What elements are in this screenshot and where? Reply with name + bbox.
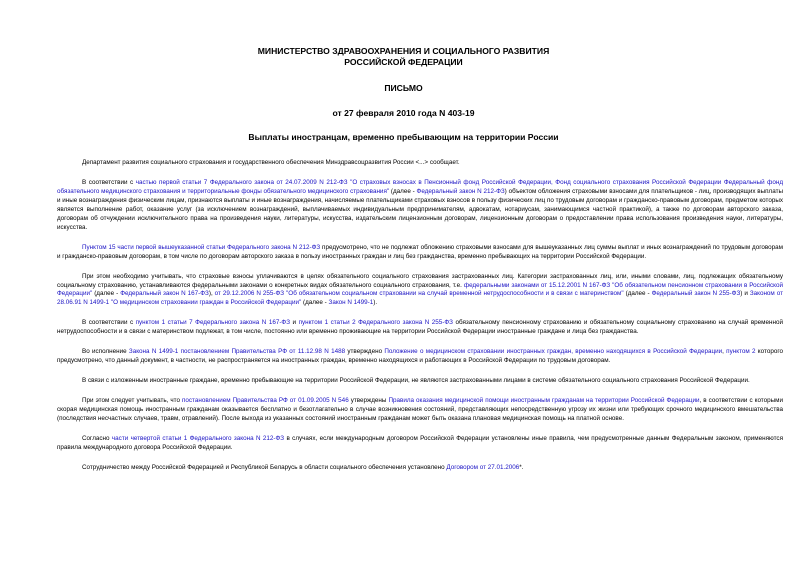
paragraph-text: ) и: [740, 290, 750, 298]
paragraph: [57, 159, 783, 168]
paragraph-text: В соответствии с: [82, 178, 136, 186]
paragraph-text: В связи с изложенным иностранные граждане, временно пребывающие на территории Российской Федерации, не являются застрахованными лицами в системе обязательного социального страхования Российской Федерации.: [82, 377, 750, 385]
document-date: от 27 февраля 2010 года N 403-19: [332, 107, 475, 118]
paragraph: [57, 397, 783, 424]
legal-reference-link[interactable]: постановлением Правительства РФ от 01.09.2005 N 546: [182, 397, 349, 405]
legal-reference-link[interactable]: Федеральный закон N 212-ФЗ: [416, 187, 505, 195]
legal-reference-link[interactable]: Пунктом 15 части первой вышеуказанной статьи Федерального закона N 212-ФЗ: [82, 243, 321, 251]
paragraph-text: (далее -: [92, 290, 121, 298]
paragraph-text: (далее -: [389, 187, 417, 195]
paragraph-text: Во исполнение: [82, 348, 129, 356]
ministry-name-line2: РОССИЙСКОЙ ФЕДЕРАЦИИ: [344, 56, 463, 67]
paragraph-text: Согласно: [82, 435, 112, 443]
paragraph: [57, 377, 783, 386]
legal-reference-link[interactable]: пунктом 1 статьи 2 Федерального закона N 255-ФЗ: [298, 319, 453, 327]
legal-reference-link[interactable]: частью первой статьи 7 Федерального закона от 24.07.2009 N 212-ФЗ "О страховых взносах в Пенсионный фонд Российской Федерации, Фонд социального страхования Российской Федерации Федеральный фонд обязательного медицинского страхования и территориальные фонды обязательного медицинского страхования": [57, 178, 783, 195]
legal-reference-link[interactable]: Закона N 1499-1: [128, 348, 179, 356]
paragraph-text: При этом следует учитывать, что: [82, 397, 182, 405]
paragraph: [57, 319, 783, 337]
legal-reference-link[interactable]: Договором от 27.01.2006: [446, 463, 520, 471]
paragraph: [57, 348, 783, 366]
ministry-name: МИНИСТЕРСТВО ЗДРАВООХРАНЕНИЯ И СОЦИАЛЬНОГО РАЗВИТИЯ: [257, 46, 550, 56]
paragraph-text: и: [290, 319, 299, 327]
legal-reference-link[interactable]: Закон N 1499-1: [328, 299, 374, 307]
paragraph-text: В соответствии с: [82, 319, 136, 327]
paragraph-text: ).: [373, 299, 378, 307]
legal-reference-link[interactable]: Законом от 28.06.91 N 1499-1 "О медицинском страховании граждан в Российской Федерации": [57, 290, 783, 307]
paragraph-text: ),: [208, 290, 215, 298]
legal-reference-link[interactable]: Положение о медицинском страховании иностранных граждан, временно находящихся в Российской Федерации: [384, 348, 723, 356]
paragraph-text: ) объектом обложения страховыми взносами для плательщиков - лиц, производящих выплаты и иные вознаграждения физическим лицам, признаются выплаты и иные вознаграждения, начисляемые плательщиками страховых взносов в пользу физических лиц по трудовым договорам и гражданско-правовым договорам, предметом которых является выполнение работ, оказание услуг (за исключением вознаграждений, выплачиваемых индивидуальным предпринимателям, адвокатам, нотариусам, занимающимся частной практикой), а также по договорам авторского заказа, договорам об отчуждении исключительного права на произведения науки, литературы, искусства, издательским лицензионным договорам, лицензионным договорам о предоставлении права использования произведения науки, литературы, искусства.: [57, 187, 784, 231]
legal-reference-link[interactable]: части четвертой статьи 1 Федерального закона N 212-ФЗ: [111, 435, 285, 443]
document-type: ПИСЬМО: [384, 83, 423, 93]
paragraph-text: обязательному пенсионному страхованию и обязательному социальному страхованию на случай временной нетрудоспособности и в связи с материнством подлежат, в том числе, постоянно или временно проживающие на территории Российской Федерации иностранные граждане и лица без гражданства.: [57, 319, 783, 336]
legal-reference-link[interactable]: от 29.12.2006 N 255-ФЗ "Об обязательном социальном страховании на случай временной нетрудоспособности и в связи с материнством": [214, 290, 624, 298]
paragraph-text: Департамент развития социального страхования и государственного обеспечения Минздравсоцразвития России <...> сообщает.: [82, 159, 460, 166]
legal-reference-link[interactable]: постановлением Правительства РФ от 11.12.98 N 1488: [180, 348, 346, 356]
legal-reference-link[interactable]: Федеральный закон N 167-ФЗ: [120, 290, 209, 298]
paragraph: [57, 273, 783, 309]
legal-reference-link[interactable]: пунктом 2: [726, 348, 756, 356]
legal-reference-link[interactable]: пунктом 1 статьи 7 Федерального закона N 167-ФЗ: [135, 319, 291, 327]
paragraph-text: (далее -: [301, 299, 329, 307]
paragraph-text: утверждено: [345, 348, 385, 356]
paragraph: [57, 244, 783, 262]
paragraph-text: , в соответствии с которыми скорая медицинская помощь иностранным гражданам оказывается бесплатно и безотлагательно в случае возникновения состояний, представляющих непосредственную угрозу их жизни или требующих срочного медицинского вмешательства (последствия несчастных случаев, травм, отравлений). После выхода из указанных состояний иностранным гражданам может быть оказана плановая медицинская помощь на платной основе.: [57, 397, 783, 423]
legal-reference-link[interactable]: федеральными законами от 15.12.2001 N 167-ФЗ "Об обязательном пенсионном страховании в Российской Федерации": [57, 281, 783, 298]
paragraph-text: утверждены: [348, 397, 389, 405]
document-body: [57, 159, 783, 484]
legal-reference-link[interactable]: Федеральный закон N 255-ФЗ: [651, 290, 741, 298]
paragraph: [57, 435, 783, 453]
paragraph-text: (далее -: [623, 290, 652, 298]
document-subject: Выплаты иностранцам, временно пребывающим на территории России: [248, 132, 559, 142]
document-header: [0, 46, 807, 118]
paragraph-text: ,: [722, 348, 727, 356]
paragraph-text: в случаях, если международным договором Российской Федерации установлены иные правила, чем предусмотренные данным Федеральным законом, применяются правила международного договора Российской Федерации.: [57, 435, 783, 451]
paragraph: [57, 464, 783, 473]
paragraph-text: При этом необходимо учитывать, что страховые взносы уплачиваются в целях обязательного социального страхования застрахованных лиц. Категории застрахованных лиц, или, иными словами, лиц, подлежащих обязательному социальному страхованию, устанавливаются федеральными законами о конкретных видах обязательного социального страхования, т.е.: [57, 272, 783, 289]
paragraph-text: *.: [519, 463, 524, 471]
paragraph-text: Сотрудничество между Российской Федерацией и Республикой Беларусь в области социального обеспечения установлено: [82, 463, 447, 471]
paragraph-text: предусмотрено, что не подлежат обложению страховыми взносами для вышеуказанных лиц суммы выплат и иных вознаграждений по трудовым договорам и гражданско-правовым договорам, в том числе по договорам авторского заказа в пользу иностранных граждан и лиц без гражданства, временно пребывающих на территории Российской Федерации.: [57, 243, 783, 260]
paragraph: [57, 179, 783, 233]
legal-reference-link[interactable]: Правила оказания медицинской помощи иностранным гражданам на территории Российской Федерации: [388, 397, 700, 405]
paragraph-text: которого предусмотрено, что данный документ, в частности, не распространяется на иностранных граждан, временно находящихся и работающих в Российской Федерации по трудовым договорам.: [57, 348, 783, 365]
